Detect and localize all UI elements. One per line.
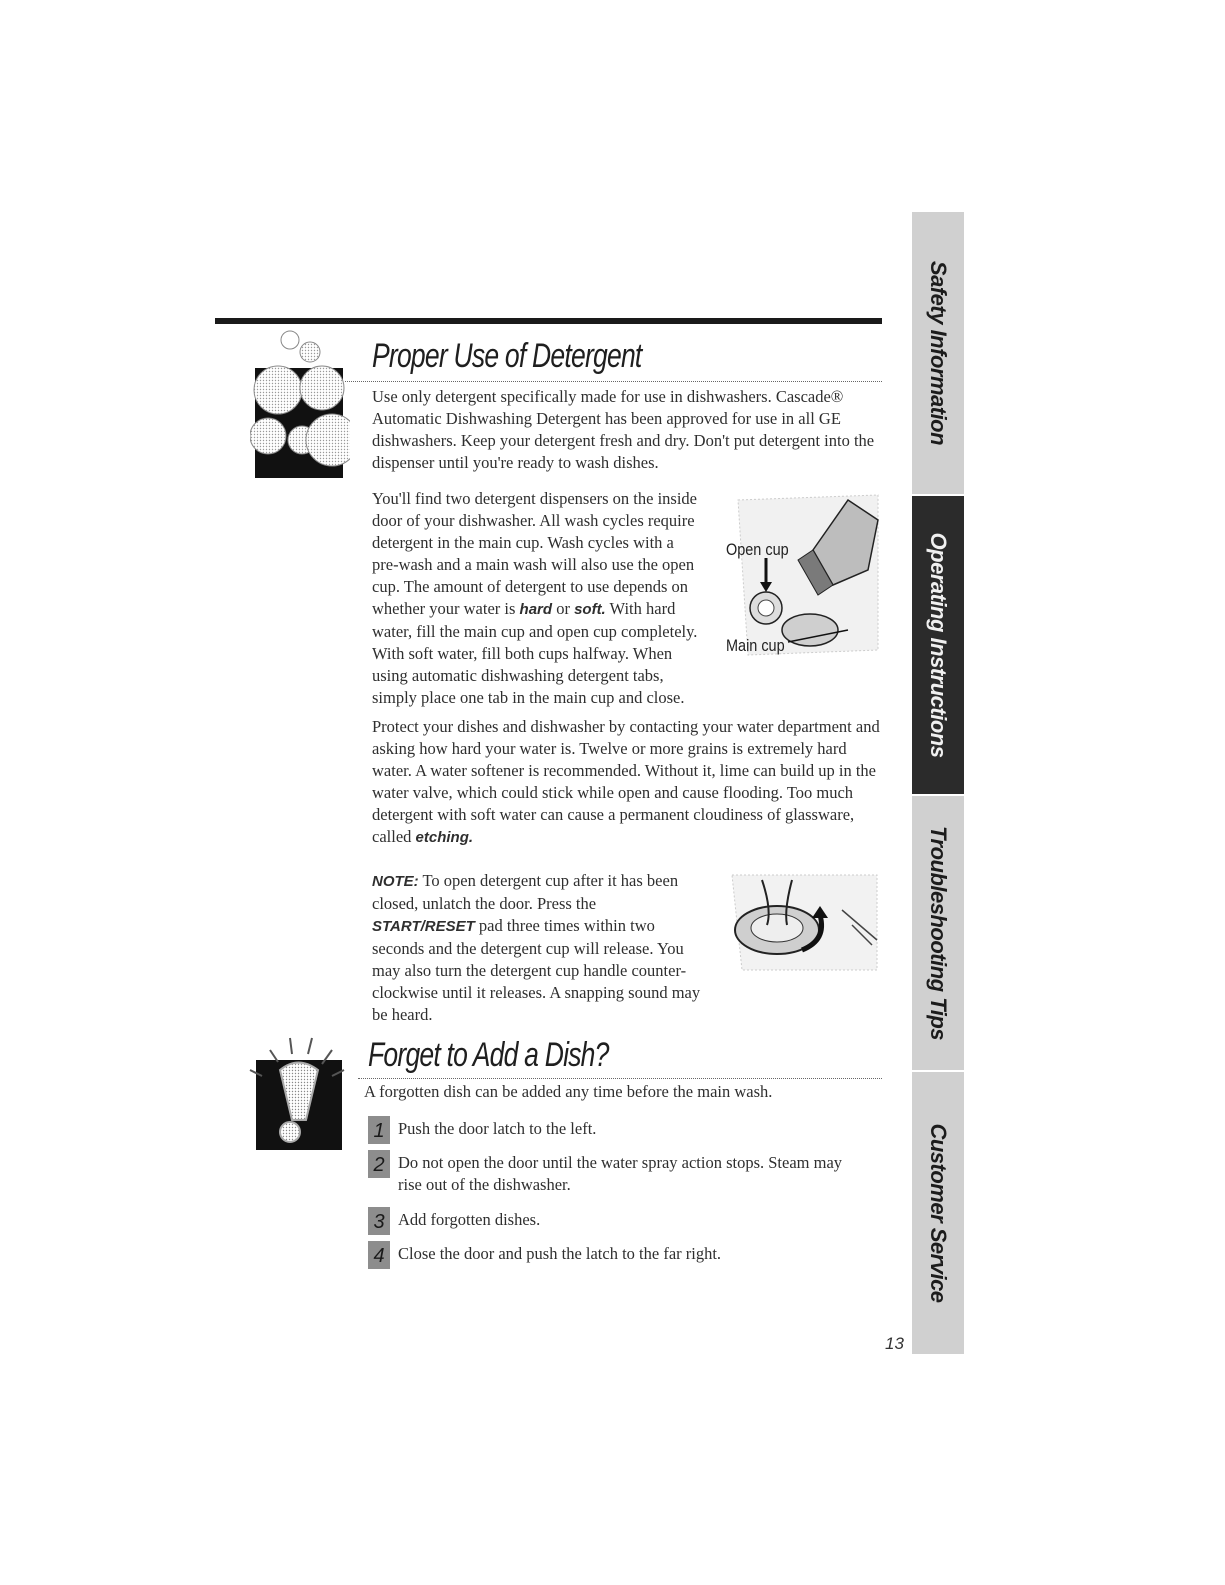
- bubbles-icon: [250, 328, 350, 478]
- paragraph-note: [372, 870, 702, 1026]
- section-title-forget-dish: Forget to Add a Dish?: [368, 1036, 609, 1074]
- section-title-detergent: Proper Use of Detergent: [372, 337, 642, 375]
- tab-label: Customer Service: [926, 1123, 951, 1303]
- paragraph-intro: Use only detergent specifically made for use in dishwashers. Cascade® Automatic Dishwashing Detergent has been approved for use in all GE dishwashers. Keep your detergent fresh and dry. Don't put detergent into the dispenser until you're ready to wash dishes.: [372, 387, 875, 472]
- step-text: Do not open the door until the water spray action stops. Steam may rise out of the dishwasher.: [398, 1153, 843, 1194]
- tab-label: Operating Instructions: [926, 532, 951, 758]
- text-span: or: [552, 599, 575, 618]
- step-number-badge: 4: [368, 1241, 390, 1269]
- step-1: [368, 1118, 868, 1146]
- note-label: NOTE:: [372, 873, 419, 890]
- tab-operating-instructions[interactable]: [912, 496, 964, 794]
- cup-handle-figure: [722, 870, 882, 975]
- tab-label: Troubleshooting Tips: [926, 825, 951, 1041]
- tab-safety-information[interactable]: [912, 212, 964, 494]
- dispenser-illustration: [718, 490, 883, 660]
- step-number-badge: 2: [368, 1150, 390, 1178]
- step-text: Close the door and push the latch to the far right.: [398, 1244, 722, 1263]
- text-span: To open detergent cup after it has been closed, unlatch the door. Press the: [372, 871, 679, 913]
- label-main-cup: Main cup: [726, 636, 785, 655]
- keyword-etching: etching.: [415, 829, 474, 846]
- keyword-hard: hard: [519, 601, 553, 618]
- text-span: With hard water, fill the main cup and open cup completely. With soft water, fill both cups halfway. When using automatic dishwashing detergent tabs, simply place one tab in the main cup and close.: [372, 599, 698, 707]
- section-rule: [358, 1078, 882, 1079]
- paragraph-dispensers: [372, 488, 702, 709]
- keyword-start-reset: START/RESET: [372, 918, 475, 935]
- step-number-badge: 3: [368, 1207, 390, 1235]
- exclamation-icon: [240, 1030, 358, 1150]
- paragraph-forgotten-intro: A forgotten dish can be added any time before the main wash.: [364, 1082, 773, 1101]
- dispenser-figure: [718, 490, 883, 660]
- tab-troubleshooting-tips[interactable]: [912, 796, 964, 1070]
- section-rule: [345, 381, 882, 382]
- top-rule: [215, 318, 882, 324]
- step-3: [368, 1209, 868, 1237]
- step-text: Push the door latch to the left.: [398, 1119, 597, 1138]
- step-2: [368, 1152, 868, 1196]
- text-span: You'll find two detergent dispensers on the inside door of your dishwasher. All wash cycles require detergent in the main cup. Wash cycles with a pre-wash and a main wash will also use the open cup. The amount of detergent to use depends on whether your water is: [372, 489, 698, 618]
- page-number: 13: [885, 1334, 904, 1353]
- label-open-cup: Open cup: [726, 540, 789, 559]
- tab-label: Safety Information: [926, 260, 951, 446]
- text-span: pad three times within two seconds and the detergent cup will release. You may also turn the detergent cup handle counter-clockwise until it releases. A snapping sound may be heard.: [372, 916, 701, 1024]
- text-span: Protect your dishes and dishwasher by contacting your water department and asking how hard your water is. Twelve or more grains is extremely hard water. A water softener is recommended. Without it, lime can build up in the water valve, which could stick while open and cause flooding. Too much detergent with soft water can cause a permanent cloudiness of glassware, called: [372, 717, 880, 846]
- step-number-badge: 1: [368, 1116, 390, 1144]
- step-4: [368, 1243, 868, 1271]
- paragraph-water-hardness: [372, 716, 884, 849]
- step-text: Add forgotten dishes.: [398, 1210, 541, 1229]
- keyword-soft: soft.: [574, 601, 606, 618]
- tab-customer-service[interactable]: [912, 1072, 964, 1354]
- side-tab-strip: [912, 212, 964, 1354]
